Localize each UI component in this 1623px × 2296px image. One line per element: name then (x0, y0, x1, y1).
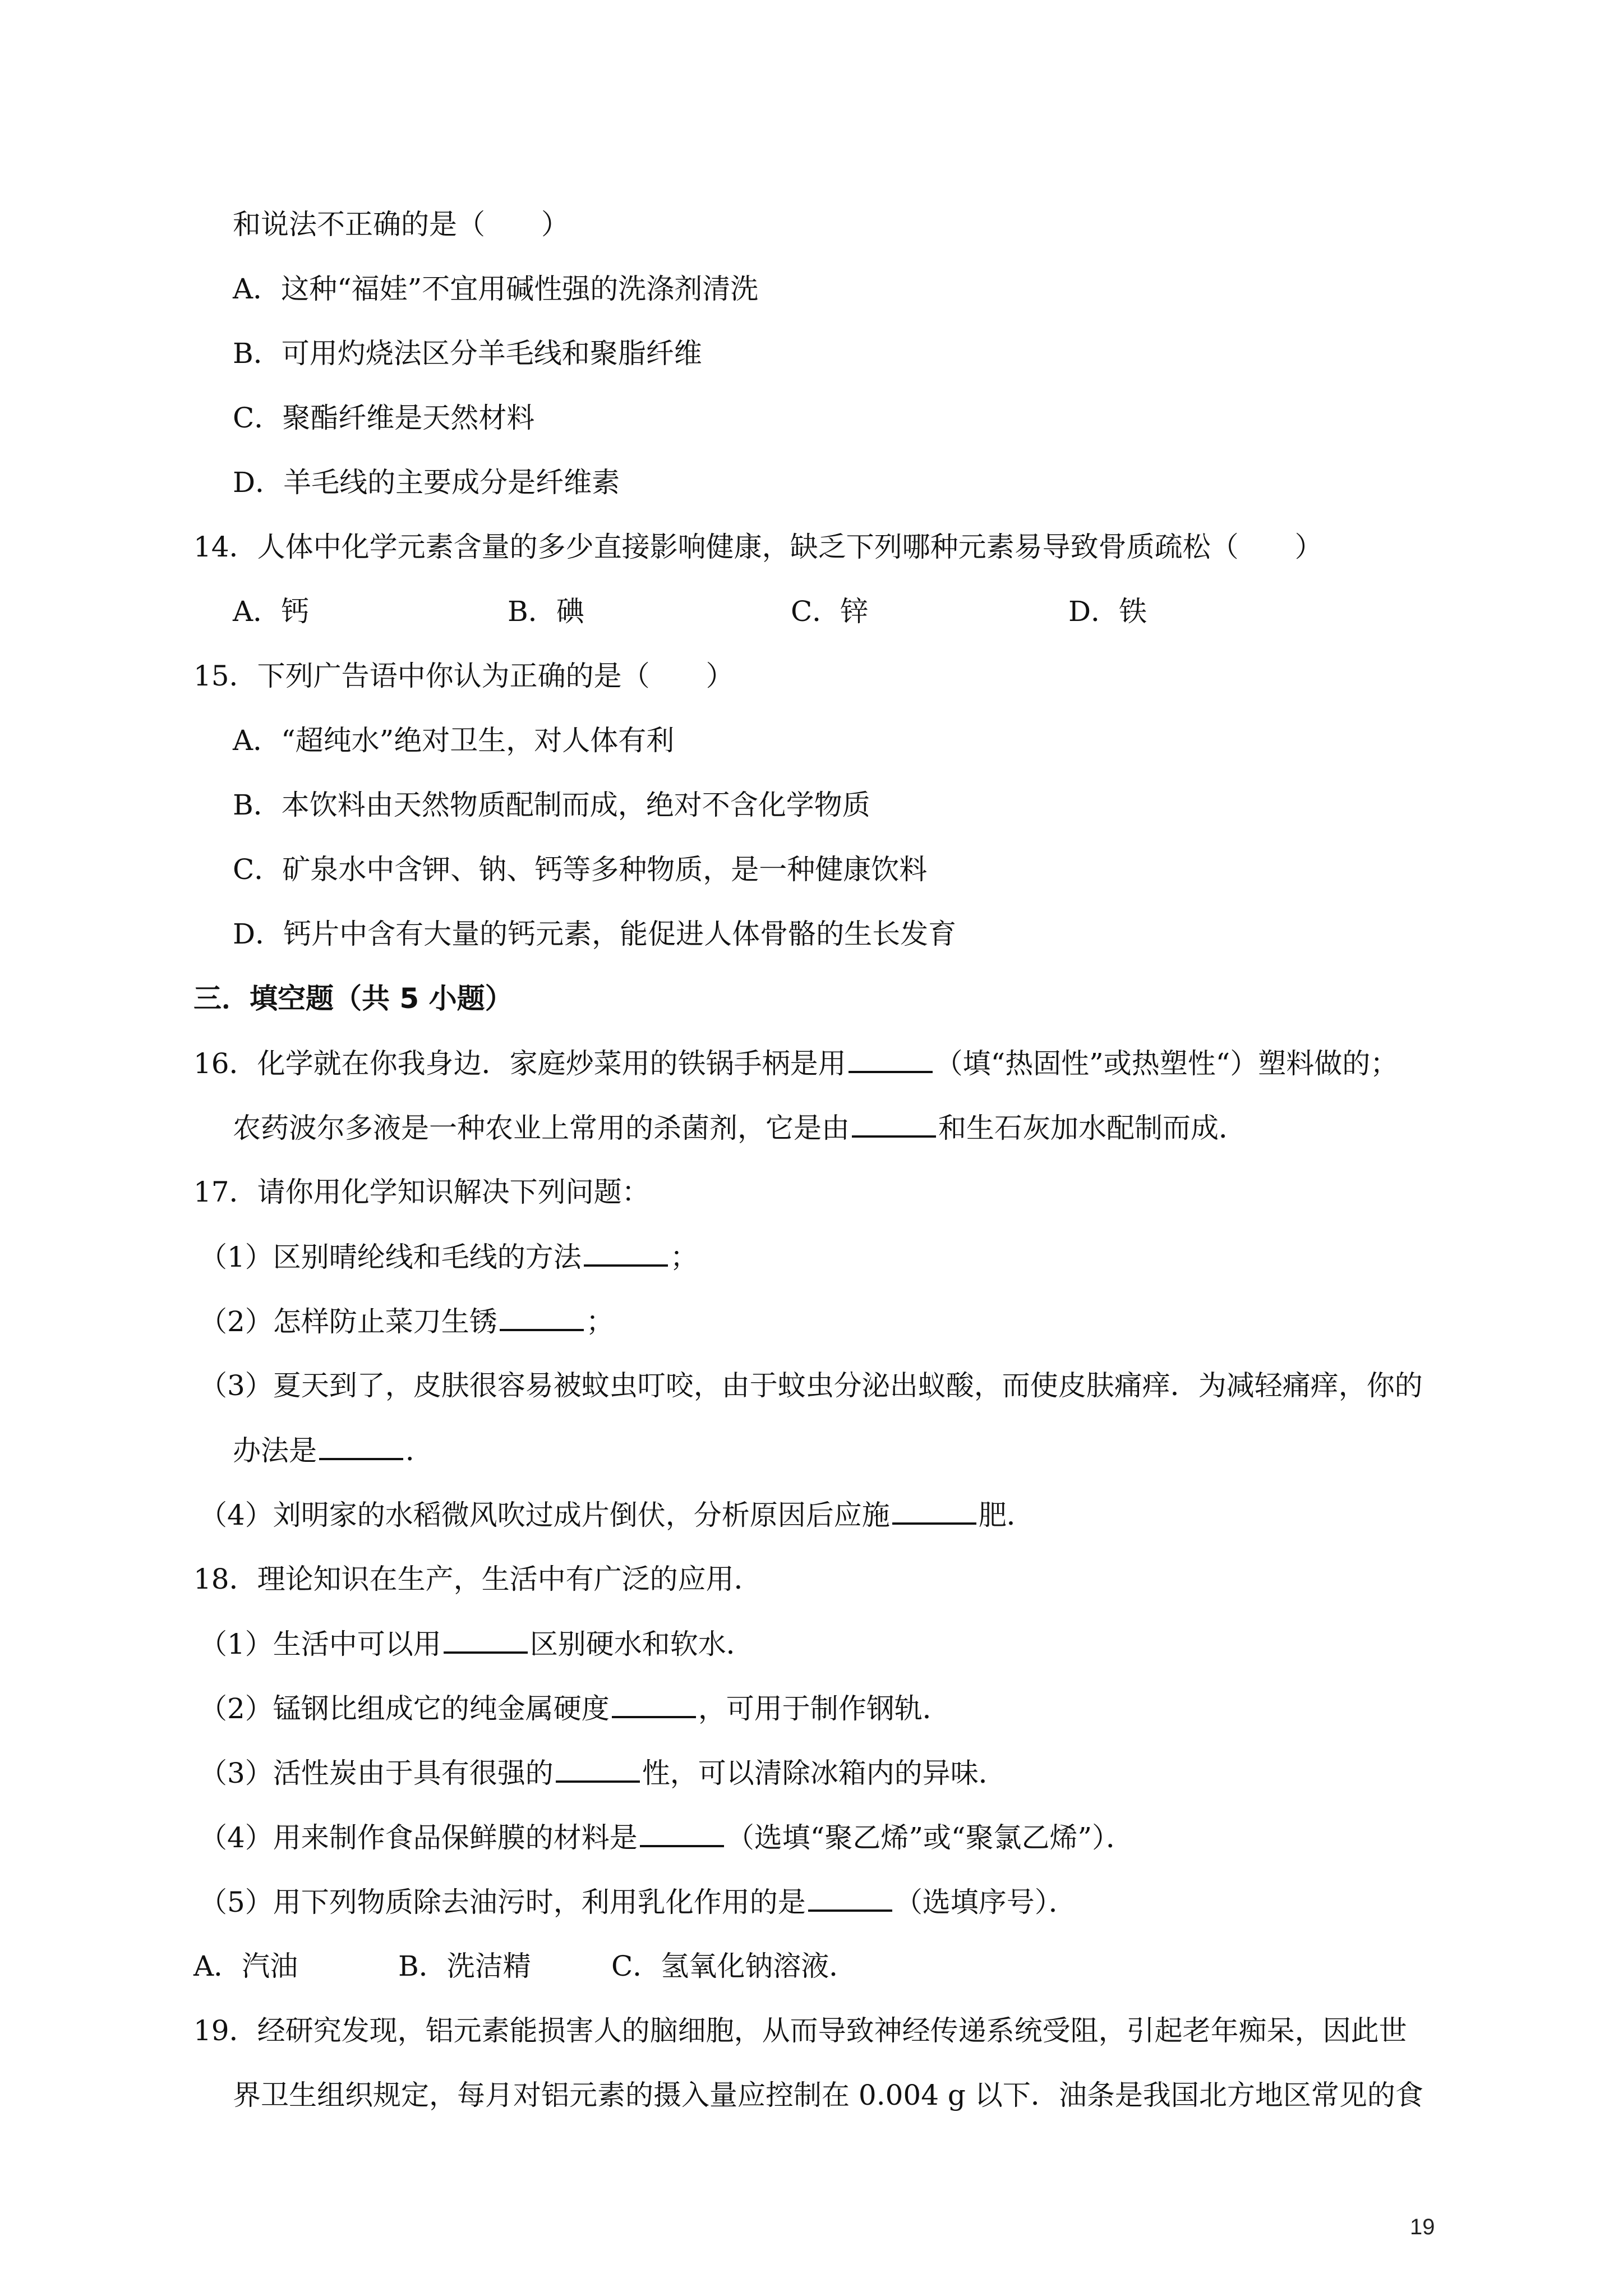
q19-line1: 19．经研究发现，铝元素能损害人的脑细胞，从而导致神经传递系统受阻，引起老年痴呆，因此世 (193, 2014, 1407, 2047)
q18-blank-5[interactable] (808, 1885, 892, 1912)
q17-text-1a: （1）区别晴纶线和毛线的方法 (199, 1241, 582, 1273)
q18-text-5a: （5）用下列物质除去油污时，利用乳化作用的是 (199, 1886, 806, 1918)
q15-option-c: C．矿泉水中含钾、钠、钙等多种物质，是一种健康饮料 (233, 853, 928, 886)
q18-option-a: A．汽油 (193, 1950, 298, 1982)
q15-option-d: D．钙片中含有大量的钙元素，能促进人体骨骼的生长发育 (233, 918, 957, 950)
q13-option-c: C．聚酯纤维是天然材料 (233, 402, 535, 434)
q15-stem: 15．下列广告语中你认为正确的是（ ） (193, 660, 734, 692)
q17-blank-1[interactable] (584, 1240, 668, 1267)
q17-part3-cont (233, 1433, 434, 1467)
q18-text-4b: （选填“聚乙烯”或“聚氯乙烯”）． (726, 1821, 1135, 1854)
q17-stem: 17．请你用化学知识解决下列问题： (193, 1176, 650, 1208)
q17-text-4a: （4）刘明家的水稻微风吹过成片倒伏，分析原因后应施 (199, 1499, 890, 1531)
q18-part5 (199, 1885, 1077, 1919)
q18-blank-2[interactable] (612, 1691, 696, 1718)
q16-blank-2[interactable] (852, 1111, 936, 1138)
q18-part1 (199, 1627, 754, 1661)
q18-part2 (199, 1691, 951, 1726)
q18-option-b: B．洗洁精 (398, 1950, 531, 1982)
q17-blank-3[interactable] (319, 1433, 403, 1460)
q18-text-5b: （选填序号）． (894, 1886, 1077, 1918)
q18-part3 (199, 1756, 1007, 1790)
section-heading-fill-in: 三．填空题（共 5 小题） (193, 982, 513, 1015)
q18-stem: 18．理论知识在生产，生活中有广泛的应用． (193, 1563, 762, 1595)
q16-text-1b: （填“热固性”或热塑性“）塑料做的； (934, 1047, 1399, 1080)
q13-option-a: A．这种“福娃”不宜用碱性强的洗涤剂清洗 (233, 273, 759, 305)
q15-option-b: B．本饮料由天然物质配制而成，绝对不含化学物质 (233, 789, 870, 821)
q14-option-a: A．钙 (233, 595, 310, 628)
q14-option-c: C．锌 (791, 595, 869, 628)
q13-option-b: B．可用灼烧法区分羊毛线和聚脂纤维 (233, 337, 702, 370)
q14-stem: 14．人体中化学元素含量的多少直接影响健康，缺乏下列哪种元素易导致骨质疏松（ ） (193, 531, 1323, 563)
q18-blank-3[interactable] (556, 1756, 640, 1783)
q18-part4 (199, 1820, 1134, 1855)
q16-text-2a: 农药波尔多液是一种农业上常用的杀菌剂，它是由 (233, 1112, 850, 1144)
q17-part1 (199, 1240, 698, 1274)
q17-text-3b: 办法是 (233, 1434, 317, 1467)
q16-text-2b: 和生石灰加水配制而成． (938, 1112, 1247, 1144)
q18-text-3b: 性，可以清除冰箱内的异味． (642, 1757, 1007, 1789)
q18-text-1b: 区别硬水和软水． (529, 1628, 754, 1660)
q15-option-a: A．“超纯水”绝对卫生，对人体有利 (233, 724, 675, 757)
q13-option-d: D．羊毛线的主要成分是纤维素 (233, 466, 620, 499)
q17-part4 (199, 1498, 1035, 1532)
q17-text-2b: ； (585, 1305, 614, 1338)
q17-blank-4[interactable] (892, 1498, 976, 1525)
q16-line1 (193, 1046, 1398, 1080)
q18-option-c: C．氢氧化钠溶液． (611, 1950, 857, 1982)
q14-option-b: B．碘 (508, 595, 584, 628)
q17-part2 (199, 1304, 614, 1338)
q18-text-4a: （4）用来制作食品保鲜膜的材料是 (199, 1821, 638, 1854)
q17-blank-2[interactable] (500, 1304, 584, 1331)
q18-text-2b: ，可用于制作钢轨． (698, 1692, 951, 1725)
q16-line2 (233, 1111, 1247, 1145)
q17-text-4b: 肥． (978, 1499, 1035, 1531)
q18-text-3a: （3）活性炭由于具有很强的 (199, 1757, 554, 1789)
q18-blank-4[interactable] (640, 1820, 724, 1847)
q14-option-d: D．铁 (1068, 595, 1147, 628)
q13-stem-tail: 和说法不正确的是（ ） (233, 208, 569, 241)
q18-text-2a: （2）锰钢比组成它的纯金属硬度 (199, 1692, 610, 1725)
q18-text-1a: （1）生活中可以用 (199, 1628, 441, 1660)
q16-text-1a: 16．化学就在你我身边．家庭炒菜用的铁锅手柄是用 (193, 1047, 846, 1080)
q17-text-2a: （2）怎样防止菜刀生锈 (199, 1305, 497, 1338)
q18-blank-1[interactable] (444, 1627, 528, 1654)
q16-blank-1[interactable] (849, 1046, 933, 1073)
q19-line2: 界卫生组织规定，每月对铝元素的摄入量应控制在 0.004 g 以下．油条是我国北方地区常见的食 (233, 2079, 1423, 2111)
page-number: 19 (1410, 2215, 1435, 2239)
q17-text-1b: ； (670, 1241, 698, 1273)
q17-text-3c: ． (405, 1434, 434, 1467)
q17-part3: （3）夏天到了，皮肤很容易被蚊虫叮咬，由于蚊虫分泌出蚁酸，而使皮肤痛痒．为减轻痛痒，你的 (199, 1369, 1423, 1402)
